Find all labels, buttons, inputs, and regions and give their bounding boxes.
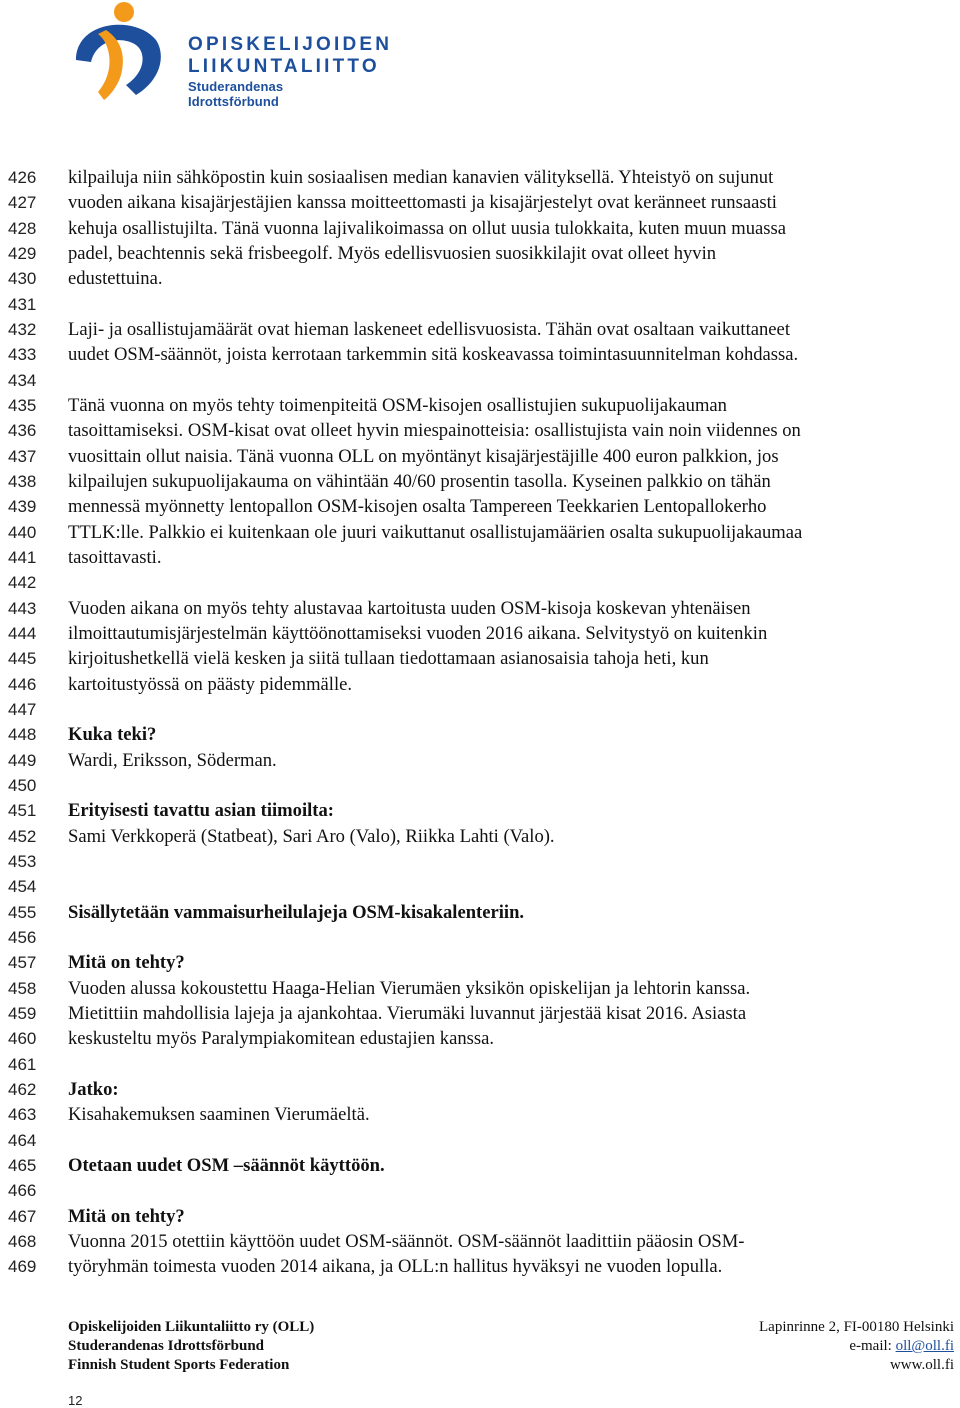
- body-text-line: Mietittiin mahdollisia lajeja ja ajankohtaa. Vierumäki luvannut järjestää kisat 2016. Asiasta: [68, 1003, 747, 1024]
- body-text-line: kilpailuja niin sähköpostin kuin sosiaalisen median kanavien välityksellä. Yhteistyö on sujunut: [68, 167, 774, 188]
- footer-org-name-fi: Opiskelijoiden Liikuntaliitto ry (OLL): [68, 1319, 315, 1335]
- body-text-line: vuoden aikana kisajärjestäjien kanssa moitteettomasti ja kisajärjestelyt ovat keränneet runsaasti: [68, 192, 777, 213]
- line-number: 461: [8, 1055, 37, 1074]
- line-number: 462: [8, 1080, 37, 1099]
- body-text-line: kirjoitushetkellä vielä kesken ja siitä tullaan tiedottamaan asianosaisia tahoja heti, kun: [68, 648, 709, 669]
- line-number: 442: [8, 573, 37, 592]
- line-number: 467: [8, 1207, 37, 1226]
- line-number: 437: [8, 447, 37, 466]
- footer-org-name-sv: Studerandenas Idrottsförbund: [68, 1338, 265, 1354]
- body-text-line: tasoittavasti.: [68, 547, 162, 568]
- body-text-line: TTLK:lle. Palkkio ei kuitenkaan ole juuri vaikuttanut osallistujamäärien osalta sukupuolijakaumaa: [68, 522, 803, 543]
- line-number: 426: [8, 168, 37, 187]
- body-text-line: Wardi, Eriksson, Söderman.: [68, 750, 277, 771]
- line-number: 446: [8, 675, 37, 694]
- line-number: 443: [8, 599, 37, 618]
- footer-address: Lapinrinne 2, FI-00180 Helsinki: [759, 1319, 954, 1335]
- section-heading: Erityisesti tavattu asian tiimoilta:: [68, 800, 334, 821]
- line-number: 453: [8, 852, 37, 871]
- line-number: 450: [8, 776, 37, 795]
- logo-text-line3: Studerandenas Idrottsförbund: [188, 79, 284, 109]
- line-number: 465: [8, 1156, 37, 1175]
- body-text-line: mennessä myönnetty lentopallon OSM-kisojen osalta Tampereen Teekkarien Lentopallokerho: [68, 496, 767, 517]
- line-number: 434: [8, 371, 37, 390]
- organization-logo: [66, 0, 393, 110]
- body-text-line: työryhmän toimesta vuoden 2014 aikana, ja OLL:n hallitus hyväksyi ne vuoden lopulla.: [68, 1256, 723, 1277]
- body-text-line: keskusteltu myös Paralympiakomitean edustajien kanssa.: [68, 1028, 495, 1049]
- body-text-line: Laji- ja osallistujamäärät ovat hieman laskeneet edellisvuosista. Tähän ovat osaltaan vaikuttaneet: [68, 319, 790, 340]
- line-number: 439: [8, 497, 37, 516]
- footer-contact: [759, 1318, 954, 1375]
- line-number: 431: [8, 295, 37, 314]
- line-number: 438: [8, 472, 37, 491]
- line-number: 449: [8, 751, 37, 770]
- footer-organization: [68, 1318, 314, 1375]
- line-number: 460: [8, 1029, 37, 1048]
- line-number: 455: [8, 903, 37, 922]
- footer-website[interactable]: www.oll.fi: [889, 1357, 954, 1373]
- line-number: 436: [8, 421, 37, 440]
- line-number: 444: [8, 624, 37, 643]
- section-heading: Jatko:: [68, 1079, 119, 1100]
- line-number: 458: [8, 979, 37, 998]
- body-text-line: Vuonna 2015 otettiin käyttöön uudet OSM-säännöt. OSM-säännöt laadittiin pääosin OSM-: [68, 1231, 745, 1252]
- line-number: 448: [8, 725, 37, 744]
- footer-org-name-en: Finnish Student Sports Federation: [68, 1357, 290, 1373]
- footer-email-link[interactable]: oll@oll.fi: [895, 1338, 954, 1354]
- line-number: 430: [8, 269, 37, 288]
- line-number: 428: [8, 219, 37, 238]
- body-text-line: tasoittamiseksi. OSM-kisat ovat olleet hyvin miespainotteisia: osallistujista vain noin viidennes on: [68, 420, 801, 441]
- line-number: 432: [8, 320, 37, 339]
- line-number: 468: [8, 1232, 37, 1251]
- line-number: 469: [8, 1257, 37, 1276]
- body-text-line: Kisahakemuksen saaminen Vierumäeltä.: [68, 1104, 370, 1125]
- body-text-line: Vuoden aikana on myös tehty alustavaa kartoitusta uuden OSM-kisoja koskevan yhtenäisen: [68, 598, 751, 619]
- body-text-line: Tänä vuonna on myös tehty toimenpiteitä OSM-kisojen osallistujien sukupuolijakauman: [68, 395, 727, 416]
- section-heading: Otetaan uudet OSM –säännöt käyttöön.: [68, 1155, 385, 1176]
- line-number: 427: [8, 193, 37, 212]
- page-number: 12: [68, 1393, 83, 1408]
- body-text-line: vuosittain ollut naisia. Tänä vuonna OLL on myöntänyt kisajärjestäjille 400 euron palkkion, jos: [68, 446, 779, 467]
- body-text-line: kartoitustyössä on päästy pidemmälle.: [68, 674, 353, 695]
- line-number: 440: [8, 523, 37, 542]
- body-text-line: padel, beachtennis sekä frisbeegolf. Myös edellisvuosien suosikkilajit ovat olleet hyvin: [68, 243, 717, 264]
- line-number: 435: [8, 396, 37, 415]
- line-number: 457: [8, 953, 37, 972]
- line-number: 429: [8, 244, 37, 263]
- body-text-line: ilmoittautumisjärjestelmän käyttöönottamiseksi vuoden 2016 aikana. Selvitystyö on kuitenkin: [68, 623, 768, 644]
- line-number: 452: [8, 827, 37, 846]
- line-number: 459: [8, 1004, 37, 1023]
- section-heading: Kuka teki?: [68, 724, 157, 745]
- logo-text-line2: LIIKUNTALIITTO: [188, 56, 380, 77]
- section-heading: Mitä on tehty?: [68, 1206, 185, 1227]
- line-number: 447: [8, 700, 37, 719]
- line-number: 456: [8, 928, 37, 947]
- line-number: 441: [8, 548, 37, 567]
- line-number: 451: [8, 801, 37, 820]
- line-number: 463: [8, 1105, 37, 1124]
- line-number: 466: [8, 1181, 37, 1200]
- line-number: 464: [8, 1131, 37, 1150]
- line-number: 454: [8, 877, 37, 896]
- footer-email-row: [759, 1337, 954, 1356]
- body-text-line: edustettuina.: [68, 268, 163, 289]
- body-text-line: kehuja osallistujilta. Tänä vuonna lajivalikoimassa on ollut uusia tulokkaita, kuten muun muassa: [68, 218, 786, 239]
- body-text-line: Sami Verkkoperä (Statbeat), Sari Aro (Valo), Riikka Lahti (Valo).: [68, 826, 555, 847]
- section-heading: Sisällytetään vammaisurheilulajeja OSM-kisakalenteriin.: [68, 902, 525, 923]
- body-text-line: uudet OSM-säännöt, joista kerrotaan tarkemmin sitä koskeavassa toimintasuunnitelman kohdassa.: [68, 344, 799, 365]
- logo-text-line1: OPISKELIJOIDEN: [188, 34, 393, 55]
- line-number: 433: [8, 345, 37, 364]
- line-number: 445: [8, 649, 37, 668]
- section-heading: Mitä on tehty?: [68, 952, 185, 973]
- footer-email-label: e-mail:: [849, 1338, 896, 1354]
- body-text-line: kilpailujen sukupuolijakauma on vähintään 40/60 prosentin tasolla. Kyseinen palkkio on tähän: [68, 471, 771, 492]
- body-text-line: Vuoden alussa kokoustettu Haaga-Helian Vierumäen yksikön opiskelijan ja lehtorin kanssa.: [68, 978, 751, 999]
- logo-figure-icon: [66, 0, 186, 110]
